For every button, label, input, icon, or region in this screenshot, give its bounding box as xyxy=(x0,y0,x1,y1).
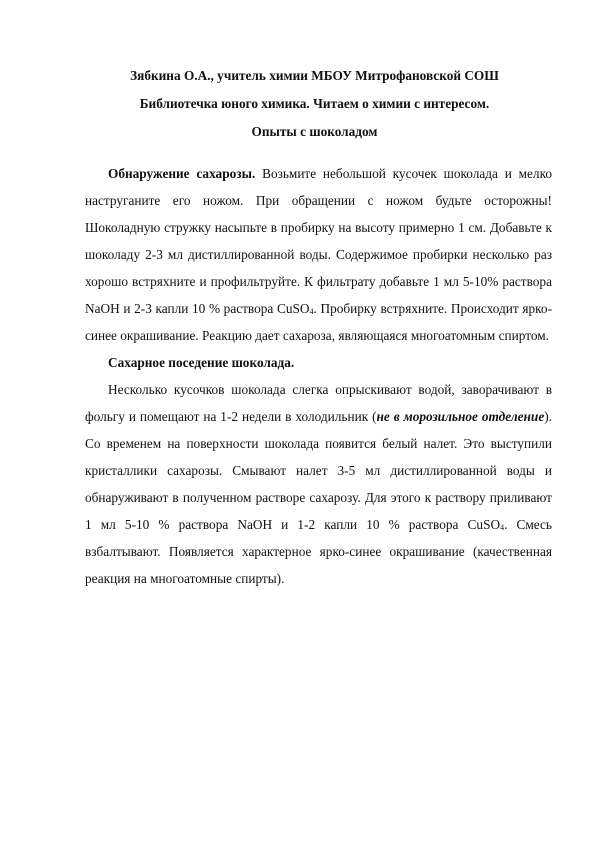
section2-italic: не в морозильное отделение xyxy=(376,409,545,424)
section2-paragraph xyxy=(85,376,552,592)
document-title: Опыты с шоколадом xyxy=(251,124,378,139)
author-line: Зябкина О.А., учитель химии МБОУ Митрофановской СОШ xyxy=(130,68,499,83)
section1-text-a: Возьмите небольшой кусочек шоколада и мелко наструганите его ножом. При обращении с ножом будьте осторожны! Шоколадную стружку насыпьте в пробирку на высоту примерно 1 см. Добавьте к шоколаду 2-3 мл дистиллированной воды. Содержимое пробирки несколько раз хорошо встряхните и профильтруйте. К фильтрату добавьте 1 мл 5-10% раствора NaOH и 2-3 капли 10 % раствора CuSO xyxy=(85,166,552,316)
section1-subscript: 4 xyxy=(309,307,314,316)
series-line: Библиотечка юного химика. Читаем о химии с интересом. xyxy=(139,96,490,111)
section2-text-b: ). Со временем на поверхности шоколада появится белый налет. Это выступили кристаллики сахарозы. Смывают налет 3-5 мл дистиллированной воды и обнаруживают в полученном растворе сахарозу. Для этого к раствору приливают 1 мл 5-10 % раствора NaOH и 1-2 капли 10 % раствора CuSO xyxy=(85,409,552,532)
section1-heading: Обнаружение сахарозы. xyxy=(108,166,256,181)
section2-text-a: Несколько кусочков шоколада слегка опрыскивают водой, заворачивают в фольгу и помещают на 1-2 недели в холодильник ( xyxy=(85,382,552,424)
section2-heading: Сахарное поседение шоколада. xyxy=(108,355,295,370)
section1-text-b: . Пробирку встряхните. Происходит ярко-синее окрашивание. Реакцию дает сахароза, являющаяся многоатомным спиртом. xyxy=(85,301,552,343)
section2-text-c: . Смесь взбалтывают. Появляется характерное ярко-синее окрашивание (качественная реакция на многоатомные спирты). xyxy=(85,517,552,586)
section1-paragraph xyxy=(85,160,552,349)
section2-subscript: 4 xyxy=(500,523,505,532)
